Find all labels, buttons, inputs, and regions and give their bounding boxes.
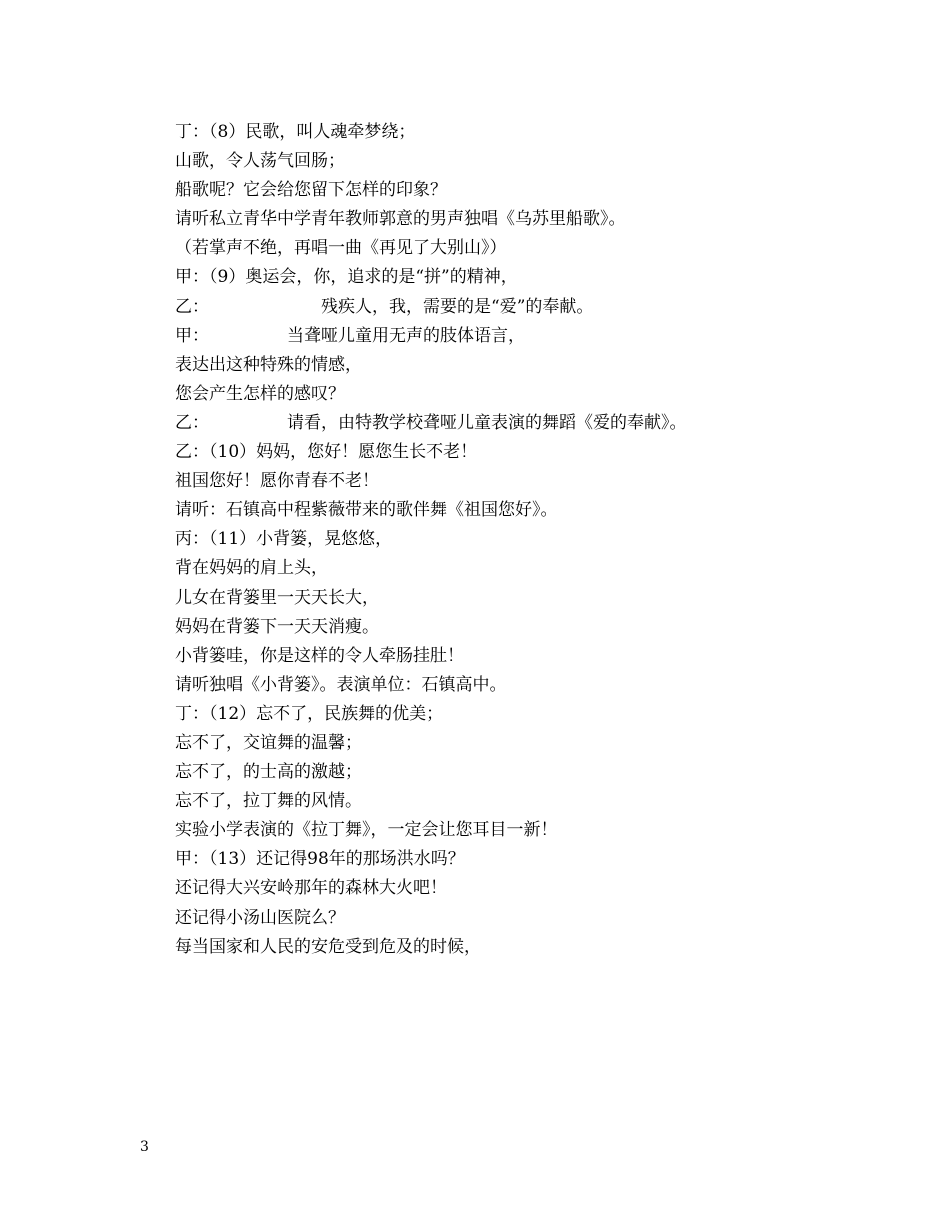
speaker-label: 乙： [175, 412, 209, 433]
text-line: 还记得大兴安岭那年的森林大火吧！ [175, 878, 447, 899]
text-line: 还记得小汤山医院么？ [175, 907, 345, 928]
text-line: 船歌呢？它会给您留下怎样的印象？ [175, 180, 447, 201]
text-line: （若掌声不绝，再唱一曲《再见了大别山》） [175, 238, 507, 259]
text-line: 妈妈在背篓下一天天消瘦。 [175, 616, 379, 637]
page-number: 3 [140, 1139, 149, 1155]
dialogue-line [175, 293, 875, 322]
text-line: 表达出这种特殊的情感， [175, 354, 362, 375]
text-line: 小背篓哇，你是这样的令人牵肠挂肚！ [175, 645, 464, 666]
text-line: 乙：（10）妈妈，您好！愿您生长不老！ [175, 442, 478, 463]
text-line: 丙：（11）小背篓，晃悠悠， [175, 529, 393, 550]
dialogue-line [175, 322, 875, 351]
document-body [175, 118, 875, 962]
text-line: 祖国您好！愿你青春不老！ [175, 471, 379, 492]
text-line: 请听私立青华中学青年教师郭意的男声独唱《乌苏里船歌》。 [175, 209, 626, 230]
dialogue-text: 当聋哑儿童用无声的肢体语言， [287, 325, 525, 346]
text-line: 忘不了，交谊舞的温馨； [175, 732, 362, 753]
text-line: 请听独唱《小背篓》。表演单位：石镇高中。 [175, 674, 507, 695]
text-line: 儿女在背篓里一天天长大， [175, 587, 379, 608]
text-line: 您会产生怎样的感叹？ [175, 383, 345, 404]
text-line: 请听：石镇高中程紫薇带来的歌伴舞《祖国您好》。 [175, 500, 558, 521]
text-line: 丁：（8）民歌，叫人魂牵梦绕； [175, 122, 416, 142]
text-line: 丁：（12）忘不了，民族舞的优美； [175, 703, 444, 724]
text-line: 忘不了，的士高的激越； [175, 762, 362, 783]
text-line: 每当国家和人民的安危受到危及的时候， [175, 936, 481, 957]
text-line: 甲：（9）奥运会，你，追求的是“拼”的精神， [175, 267, 518, 288]
dialogue-text: 残疾人，我，需要的是“爱”的奉献。 [321, 296, 594, 317]
text-line: 忘不了，拉丁舞的风情。 [175, 791, 362, 812]
text-line: 山歌，令人荡气回肠； [175, 151, 345, 172]
dialogue-line [175, 409, 875, 438]
speaker-label: 甲： [175, 325, 209, 346]
text-line: 实验小学表演的《拉丁舞》，一定会让您耳目一新！ [175, 820, 558, 841]
text-line: 甲：（13）还记得98年的那场洪水吗？ [175, 849, 465, 870]
dialogue-text: 请看，由特教学校聋哑儿童表演的舞蹈《爱的奉献》。 [287, 412, 687, 433]
speaker-label: 乙： [175, 296, 209, 317]
text-line: 背在妈妈的肩上头， [175, 558, 328, 579]
